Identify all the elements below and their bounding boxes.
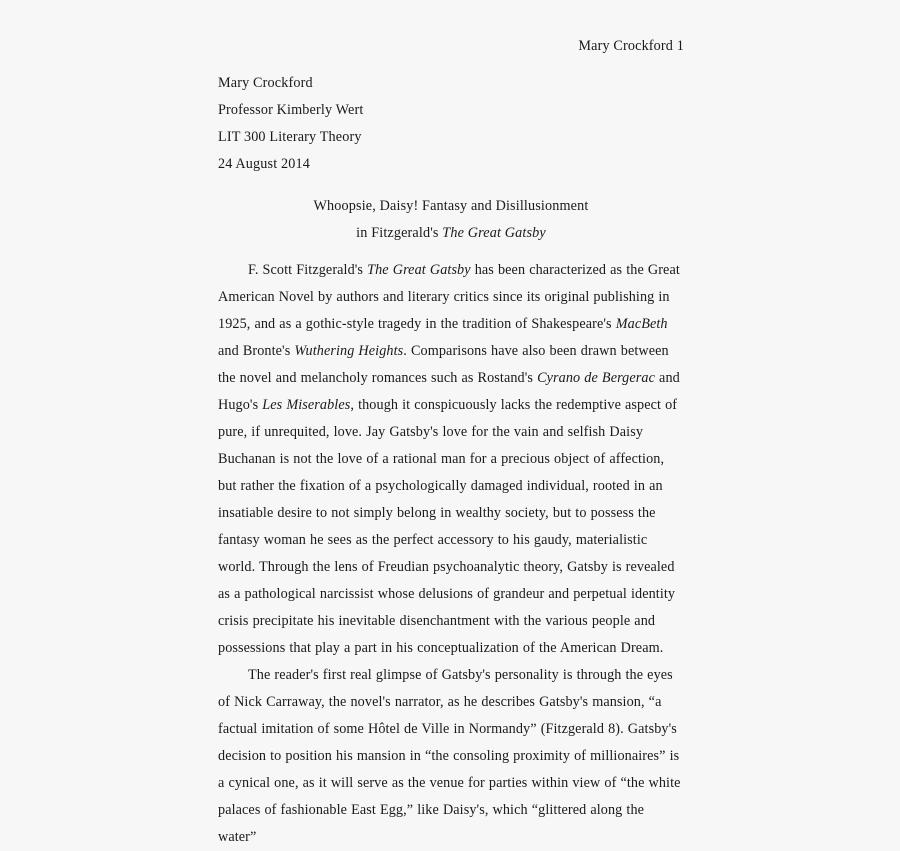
essay-title-line-2 bbox=[218, 220, 684, 247]
essay-title-block bbox=[218, 193, 684, 247]
paragraph-text-run: and Bronte's bbox=[218, 343, 295, 359]
paragraph-text-run: F. Scott Fitzgerald's bbox=[248, 262, 368, 278]
body-paragraph-2 bbox=[218, 662, 684, 851]
essay-title-line-2-prefix: in Fitzgerald's bbox=[356, 225, 443, 241]
italic-work-title: The Great Gatsby bbox=[367, 262, 471, 278]
document-body bbox=[218, 70, 684, 851]
heading-instructor: Professor Kimberly Wert bbox=[218, 102, 364, 118]
paragraph-text-run: has been characterized as the Great American Novel by authors and literary critics since its original publishing in 1925, and as a gothic-style tragedy in the tradition of Shakespeare's bbox=[218, 262, 680, 332]
paragraph-text-run: , though it conspicuously lacks the redemptive aspect of pure, if unrequited, love. Jay Gatsby's love for the vain and selfish Daisy Buchanan is not the love of a rational man for a precious object of affection, but rather the fixation of a psychologically damaged individual, rooted in an insatiable desire to not simply belong in wealthy society, but to possess the fantasy woman he sees as the perfect accessory to his gaudy, materialistic world. Through the lens of Freudian psychoanalytic theory, Gatsby is revealed as a pathological narcissist whose delusions of grandeur and perpetual identity crisis precipitate his inevitable disenchantment with the various people and possessions that play a part in his conceptualization of the American Dream. bbox=[218, 397, 678, 656]
body-paragraph-1 bbox=[218, 257, 684, 662]
paragraph-text-run: and Hugo's bbox=[218, 370, 680, 413]
mla-heading-block bbox=[218, 70, 684, 178]
italic-work-title: MacBeth bbox=[615, 316, 668, 332]
italic-work-title: Les Miserables bbox=[262, 397, 351, 413]
heading-date: 24 August 2014 bbox=[218, 156, 310, 172]
italic-work-title: Cyrano de Bergerac bbox=[537, 370, 655, 386]
heading-author: Mary Crockford bbox=[218, 75, 313, 91]
heading-course: LIT 300 Literary Theory bbox=[218, 129, 362, 145]
paragraph-text-run: . Comparisons have also been drawn between the novel and melancholy romances such as Rostand's bbox=[218, 343, 669, 386]
paragraph-text-run: The reader's first real glimpse of Gatsby's personality is through the eyes of Nick Carraway, the novel's narrator, as he describes Gatsby's mansion, “a factual imitation of some Hôtel de Ville in Normandy” (Fitzgerald 8). Gatsby's decision to position his mansion in “the consoling proximity of millionaires” is a cynical one, as it will serve as the venue for parties within view of “the white palaces of fashionable East Egg,” like Daisy's, which “glittered along the water” bbox=[218, 667, 681, 845]
italic-work-title: Wuthering Heights bbox=[294, 343, 404, 359]
essay-title-line-1: Whoopsie, Daisy! Fantasy and Disillusionment bbox=[313, 198, 589, 214]
essay-title-work-name: The Great Gatsby bbox=[442, 225, 546, 241]
running-header-page-number: Mary Crockford 1 bbox=[578, 38, 684, 54]
